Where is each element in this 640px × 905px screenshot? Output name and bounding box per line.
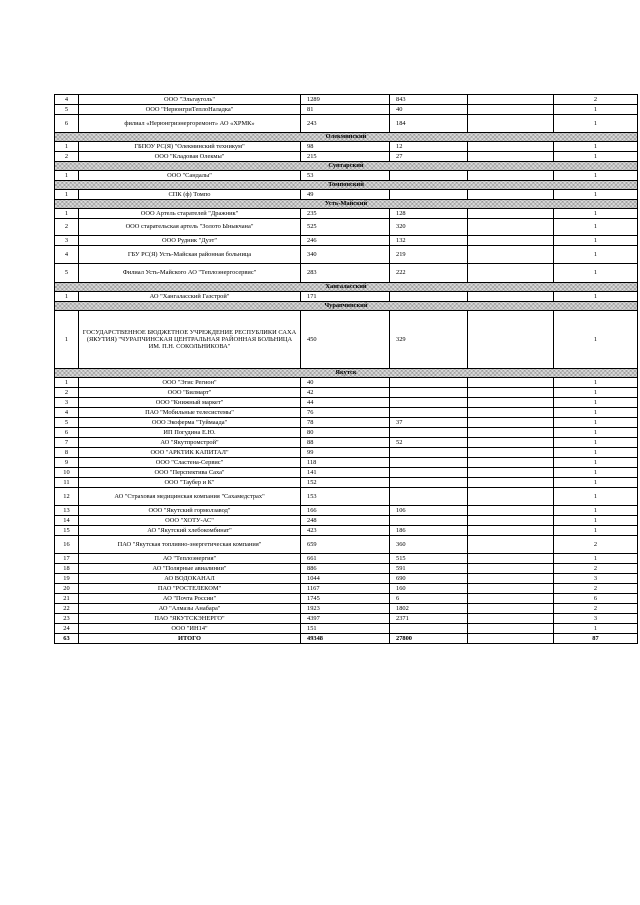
organization-name: АО "Хангаласский Газстрой" (79, 292, 301, 302)
table-row (55, 219, 638, 236)
row-number: 1 (55, 142, 79, 152)
row-number: 6 (55, 428, 79, 438)
row-number: 1 (55, 171, 79, 181)
table-row (55, 604, 638, 614)
value-column-3 (468, 428, 554, 438)
value-column-1: 49348 (301, 634, 390, 644)
table-row (55, 438, 638, 448)
row-number: 8 (55, 448, 79, 458)
organization-name: ООО "Перспектива Саха" (79, 468, 301, 478)
table-row (55, 311, 638, 369)
row-number: 11 (55, 478, 79, 488)
section-label: Хангаласский (55, 283, 638, 292)
organization-name: ГБУ РС(Я) Усть-Майская районная больница (79, 246, 301, 264)
row-number: 21 (55, 594, 79, 604)
table-row (55, 516, 638, 526)
value-column-4: 1 (554, 190, 638, 200)
value-column-1: 215 (301, 152, 390, 162)
organization-name: ПАО "ЯКУТСКЭНЕРГО" (79, 614, 301, 624)
row-number: 18 (55, 564, 79, 574)
value-column-3 (468, 488, 554, 506)
value-column-3 (468, 292, 554, 302)
organization-name: ООО "ИН14" (79, 624, 301, 634)
row-number: 6 (55, 115, 79, 133)
value-column-2: 106 (390, 506, 468, 516)
value-column-1: 40 (301, 378, 390, 388)
organization-name: ООО "ХОТУ-АС" (79, 516, 301, 526)
table-row (55, 190, 638, 200)
value-column-1: 235 (301, 209, 390, 219)
organization-name: ООО "Билмарт" (79, 388, 301, 398)
value-column-4: 1 (554, 264, 638, 283)
row-number: 10 (55, 468, 79, 478)
total-row (55, 634, 638, 644)
value-column-3 (468, 378, 554, 388)
value-column-1: 42 (301, 388, 390, 398)
table-row (55, 236, 638, 246)
value-column-4: 1 (554, 246, 638, 264)
value-column-1: 141 (301, 468, 390, 478)
value-column-2 (390, 378, 468, 388)
value-column-4: 2 (554, 584, 638, 594)
value-column-4: 1 (554, 438, 638, 448)
value-column-2: 690 (390, 574, 468, 584)
value-column-2 (390, 408, 468, 418)
value-column-4: 2 (554, 536, 638, 554)
value-column-1: 152 (301, 478, 390, 488)
value-column-3 (468, 115, 554, 133)
value-column-1: 53 (301, 171, 390, 181)
value-column-1: 340 (301, 246, 390, 264)
organization-name: АО "Почта России" (79, 594, 301, 604)
value-column-1: 659 (301, 536, 390, 554)
value-column-2: 843 (390, 95, 468, 105)
section-row (55, 283, 638, 292)
row-number: 23 (55, 614, 79, 624)
row-number: 5 (55, 418, 79, 428)
value-column-4: 1 (554, 236, 638, 246)
table-row (55, 448, 638, 458)
value-column-4: 1 (554, 516, 638, 526)
value-column-2: 184 (390, 115, 468, 133)
table-row (55, 488, 638, 506)
row-number: 2 (55, 219, 79, 236)
value-column-1: 153 (301, 488, 390, 506)
section-label: Чурапчинский (55, 302, 638, 311)
row-number: 4 (55, 408, 79, 418)
table-row (55, 378, 638, 388)
value-column-2: 37 (390, 418, 468, 428)
section-label: Якутск (55, 369, 638, 378)
table-row (55, 536, 638, 554)
row-number: 1 (55, 292, 79, 302)
value-column-3 (468, 190, 554, 200)
table-row (55, 171, 638, 181)
table-row (55, 624, 638, 634)
organization-name: ООО Артель старателей "Дражник" (79, 209, 301, 219)
row-number: 1 (55, 190, 79, 200)
value-column-3 (468, 264, 554, 283)
value-column-3 (468, 388, 554, 398)
value-column-2 (390, 516, 468, 526)
value-column-3 (468, 516, 554, 526)
organization-name: АО "Страховая медицинская компания "Сахамедстрах" (79, 488, 301, 506)
organization-name: ООО "Эльгауголь" (79, 95, 301, 105)
value-column-3 (468, 634, 554, 644)
organization-name: ООО "Эгис Регион" (79, 378, 301, 388)
organization-name: ООО "Таубер и К" (79, 478, 301, 488)
value-column-2: 27800 (390, 634, 468, 644)
table-row (55, 526, 638, 536)
value-column-1: 80 (301, 428, 390, 438)
organization-name: ИТОГО (79, 634, 301, 644)
organization-name: ПАО "Мобильные телесистемы" (79, 408, 301, 418)
organization-name: ООО Экоферма "Туймаада" (79, 418, 301, 428)
row-number: 2 (55, 152, 79, 162)
value-column-1: 81 (301, 105, 390, 115)
table-row (55, 388, 638, 398)
value-column-1: 1923 (301, 604, 390, 614)
value-column-1: 118 (301, 458, 390, 468)
value-column-2: 186 (390, 526, 468, 536)
value-column-4: 1 (554, 428, 638, 438)
value-column-3 (468, 95, 554, 105)
value-column-3 (468, 614, 554, 624)
row-number: 3 (55, 398, 79, 408)
value-column-1: 88 (301, 438, 390, 448)
value-column-4: 1 (554, 448, 638, 458)
value-column-3 (468, 526, 554, 536)
document-page (54, 94, 599, 644)
table-row (55, 142, 638, 152)
row-number: 4 (55, 95, 79, 105)
value-column-3 (468, 478, 554, 488)
value-column-1: 1167 (301, 584, 390, 594)
value-column-2: 52 (390, 438, 468, 448)
table-row (55, 574, 638, 584)
section-row (55, 200, 638, 209)
row-number: 1 (55, 378, 79, 388)
section-row (55, 302, 638, 311)
table-row (55, 264, 638, 283)
value-column-4: 1 (554, 219, 638, 236)
value-column-2 (390, 458, 468, 468)
organization-name: СПК (ф) Томпо (79, 190, 301, 200)
value-column-2 (390, 388, 468, 398)
value-column-2: 2371 (390, 614, 468, 624)
organization-name: ИП Погудина Е.Ю. (79, 428, 301, 438)
value-column-3 (468, 142, 554, 152)
section-row (55, 133, 638, 142)
row-number: 24 (55, 624, 79, 634)
value-column-1: 99 (301, 448, 390, 458)
row-number: 7 (55, 438, 79, 448)
table-row (55, 468, 638, 478)
value-column-2: 515 (390, 554, 468, 564)
value-column-4: 1 (554, 468, 638, 478)
value-column-3 (468, 408, 554, 418)
value-column-2 (390, 292, 468, 302)
organization-name: ООО "Книжный маркет" (79, 398, 301, 408)
organization-name: АО ВОДОКАНАЛ (79, 574, 301, 584)
organization-name: ООО старательская артель "Золото Ыныкчана" (79, 219, 301, 236)
value-column-4: 1 (554, 115, 638, 133)
row-number: 4 (55, 246, 79, 264)
value-column-1: 171 (301, 292, 390, 302)
value-column-3 (468, 311, 554, 369)
value-column-4: 1 (554, 388, 638, 398)
organization-name: ПАО "Якутская топливно-энергетическая компания" (79, 536, 301, 554)
value-column-2: 40 (390, 105, 468, 115)
section-row (55, 369, 638, 378)
organization-name: ООО "НерюнгриТеплоНаладка" (79, 105, 301, 115)
value-column-4: 6 (554, 594, 638, 604)
value-column-2 (390, 398, 468, 408)
value-column-3 (468, 398, 554, 408)
row-number: 13 (55, 506, 79, 516)
row-number: 20 (55, 584, 79, 594)
value-column-1: 76 (301, 408, 390, 418)
organization-name: АО "Полярные авиалинии" (79, 564, 301, 574)
table-row (55, 564, 638, 574)
value-column-3 (468, 624, 554, 634)
value-column-4: 1 (554, 209, 638, 219)
row-number: 17 (55, 554, 79, 564)
row-number: 3 (55, 236, 79, 246)
organization-name: ООО Рудник "Дуэт" (79, 236, 301, 246)
value-column-2: 320 (390, 219, 468, 236)
value-column-1: 450 (301, 311, 390, 369)
table-row (55, 209, 638, 219)
value-column-1: 4397 (301, 614, 390, 624)
value-column-4: 1 (554, 311, 638, 369)
section-label: Олекминский (55, 133, 638, 142)
value-column-4: 2 (554, 604, 638, 614)
value-column-4: 87 (554, 634, 638, 644)
value-column-2: 360 (390, 536, 468, 554)
organization-name: филиал «Нерюнгриэнергоремонт» АО «ХРМК» (79, 115, 301, 133)
row-number: 5 (55, 264, 79, 283)
value-column-3 (468, 554, 554, 564)
value-column-1: 525 (301, 219, 390, 236)
value-column-4: 1 (554, 526, 638, 536)
value-column-4: 3 (554, 614, 638, 624)
value-column-4: 1 (554, 624, 638, 634)
value-column-1: 246 (301, 236, 390, 246)
employers-table (54, 94, 638, 644)
value-column-3 (468, 574, 554, 584)
value-column-3 (468, 209, 554, 219)
organization-name: ПАО "РОСТЕЛЕКОМ" (79, 584, 301, 594)
organization-name: ООО "Кладовая Олекмы" (79, 152, 301, 162)
table-row (55, 398, 638, 408)
value-column-3 (468, 246, 554, 264)
table-row (55, 115, 638, 133)
value-column-1: 661 (301, 554, 390, 564)
value-column-3 (468, 105, 554, 115)
value-column-1: 1289 (301, 95, 390, 105)
organization-name: ГОСУДАРСТВЕННОЕ БЮДЖЕТНОЕ УЧРЕЖДЕНИЕ РЕСПУБЛИКИ САХА (ЯКУТИЯ) "ЧУРАПЧИНСКАЯ ЦЕНТРАЛЬНАЯ РАЙОННАЯ БОЛЬНИЦА ИМ. П.Н. СОКОЛЬНИКОВА" (79, 311, 301, 369)
table-row (55, 478, 638, 488)
row-number: 15 (55, 526, 79, 536)
table-row (55, 95, 638, 105)
value-column-2 (390, 428, 468, 438)
value-column-3 (468, 594, 554, 604)
value-column-3 (468, 604, 554, 614)
value-column-3 (468, 152, 554, 162)
organization-name: АО "Якутпромстрой" (79, 438, 301, 448)
value-column-3 (468, 458, 554, 468)
organization-name: ООО "АРКТИК КАПИТАЛ" (79, 448, 301, 458)
value-column-3 (468, 171, 554, 181)
row-number: 22 (55, 604, 79, 614)
row-number: 1 (55, 311, 79, 369)
value-column-4: 1 (554, 152, 638, 162)
organization-name: ООО "Якутский гормолзавод" (79, 506, 301, 516)
value-column-1: 166 (301, 506, 390, 516)
value-column-3 (468, 236, 554, 246)
table-body (55, 95, 638, 644)
value-column-2: 160 (390, 584, 468, 594)
row-number: 19 (55, 574, 79, 584)
table-row (55, 292, 638, 302)
section-label: Томпонский (55, 181, 638, 190)
value-column-3 (468, 418, 554, 428)
organization-name: ООО "Сластена-Сервис" (79, 458, 301, 468)
value-column-2: 128 (390, 209, 468, 219)
value-column-4: 2 (554, 564, 638, 574)
value-column-2: 12 (390, 142, 468, 152)
value-column-1: 243 (301, 115, 390, 133)
value-column-4: 1 (554, 554, 638, 564)
table-row (55, 458, 638, 468)
value-column-4: 1 (554, 142, 638, 152)
section-label: Сунтарский (55, 162, 638, 171)
row-number: 1 (55, 209, 79, 219)
section-row (55, 181, 638, 190)
value-column-4: 1 (554, 105, 638, 115)
value-column-1: 49 (301, 190, 390, 200)
value-column-3 (468, 468, 554, 478)
table-row (55, 418, 638, 428)
value-column-3 (468, 536, 554, 554)
value-column-3 (468, 219, 554, 236)
value-column-1: 98 (301, 142, 390, 152)
row-number: 12 (55, 488, 79, 506)
table-row (55, 506, 638, 516)
table-row (55, 554, 638, 564)
table-row (55, 428, 638, 438)
value-column-2: 1802 (390, 604, 468, 614)
value-column-1: 1745 (301, 594, 390, 604)
value-column-2 (390, 448, 468, 458)
value-column-2: 219 (390, 246, 468, 264)
organization-name: АО "Алмазы Анабара" (79, 604, 301, 614)
value-column-4: 1 (554, 488, 638, 506)
table-row (55, 152, 638, 162)
organization-name: АО "Теплоэнергия" (79, 554, 301, 564)
value-column-2: 132 (390, 236, 468, 246)
value-column-4: 2 (554, 95, 638, 105)
table-row (55, 614, 638, 624)
value-column-2: 329 (390, 311, 468, 369)
row-number: 9 (55, 458, 79, 468)
table-row (55, 105, 638, 115)
value-column-4: 1 (554, 458, 638, 468)
row-number: 2 (55, 388, 79, 398)
value-column-4: 1 (554, 171, 638, 181)
value-column-1: 886 (301, 564, 390, 574)
value-column-1: 1044 (301, 574, 390, 584)
value-column-3 (468, 448, 554, 458)
table-row (55, 408, 638, 418)
value-column-1: 44 (301, 398, 390, 408)
value-column-1: 248 (301, 516, 390, 526)
table-row (55, 594, 638, 604)
value-column-3 (468, 564, 554, 574)
value-column-3 (468, 506, 554, 516)
organization-name: Филиал Усть-Майского АО "Теплоэнергосервис" (79, 264, 301, 283)
organization-name: ГБПОУ РС(Я) "Олекминский техникум" (79, 142, 301, 152)
value-column-4: 1 (554, 418, 638, 428)
organization-name: ООО "Сандалы" (79, 171, 301, 181)
row-number: 14 (55, 516, 79, 526)
value-column-3 (468, 584, 554, 594)
value-column-2 (390, 488, 468, 506)
value-column-4: 1 (554, 398, 638, 408)
value-column-1: 151 (301, 624, 390, 634)
row-number: 5 (55, 105, 79, 115)
value-column-2: 6 (390, 594, 468, 604)
value-column-4: 1 (554, 506, 638, 516)
value-column-2 (390, 624, 468, 634)
value-column-1: 78 (301, 418, 390, 428)
value-column-2 (390, 478, 468, 488)
value-column-2 (390, 171, 468, 181)
value-column-1: 283 (301, 264, 390, 283)
value-column-2 (390, 468, 468, 478)
value-column-4: 1 (554, 408, 638, 418)
row-number: 16 (55, 536, 79, 554)
value-column-4: 1 (554, 478, 638, 488)
value-column-2 (390, 190, 468, 200)
table-row (55, 584, 638, 594)
section-label: Усть-Майский (55, 200, 638, 209)
organization-name: АО "Якутский хлебокомбинат" (79, 526, 301, 536)
value-column-2: 222 (390, 264, 468, 283)
value-column-4: 1 (554, 292, 638, 302)
row-number: 63 (55, 634, 79, 644)
value-column-4: 1 (554, 378, 638, 388)
value-column-1: 423 (301, 526, 390, 536)
table-row (55, 246, 638, 264)
value-column-2: 591 (390, 564, 468, 574)
value-column-3 (468, 438, 554, 448)
value-column-2: 27 (390, 152, 468, 162)
value-column-4: 3 (554, 574, 638, 584)
section-row (55, 162, 638, 171)
